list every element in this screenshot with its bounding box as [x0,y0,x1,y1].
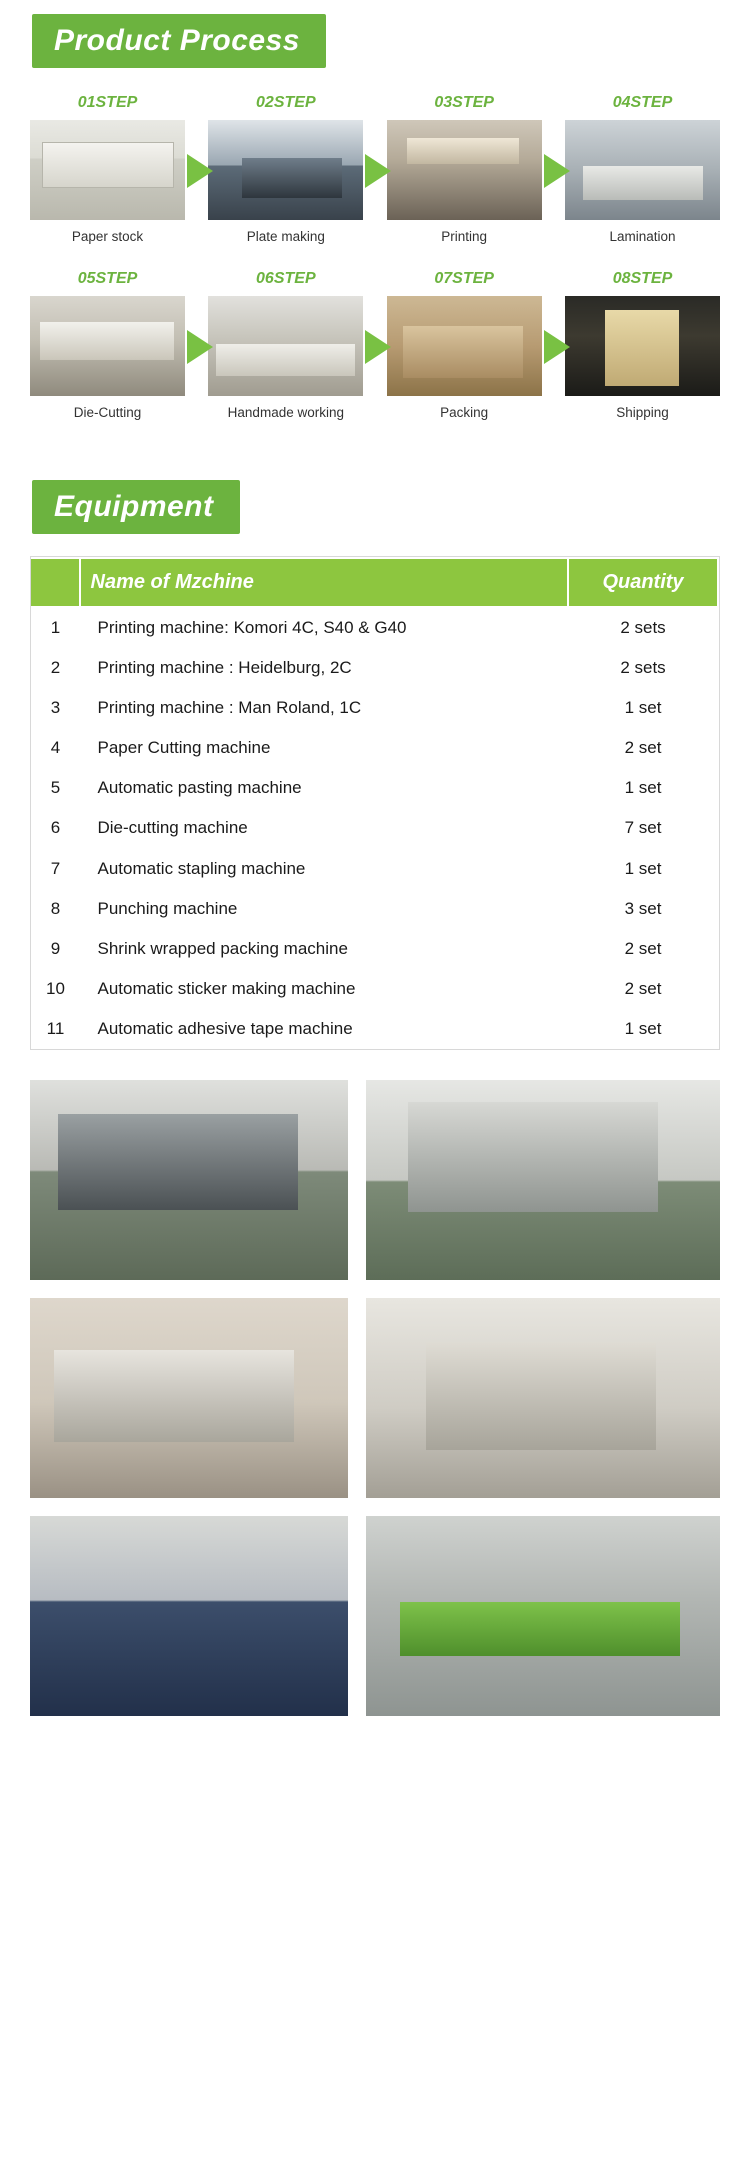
cell-name: Automatic sticker making machine [97,978,356,998]
step-label: 05STEP [77,270,138,287]
column-header-name: Name of Mzchine [80,558,569,607]
cell-name: Automatic pasting machine [97,778,302,798]
process-arrow-icon [187,154,213,188]
handmade-working-photo [208,296,363,396]
cell-name: Punching machine [97,898,238,918]
table-row [32,849,719,889]
table-row [32,607,719,648]
cell-name: Automatic adhesive tape machine [97,1018,353,1038]
process-row-1 [30,94,720,244]
photo-art [366,1080,720,1280]
cell-index: 1 [50,618,61,637]
step-caption: Packing [440,405,489,420]
table-row [32,969,719,1009]
table-row [32,728,719,768]
photo-art [387,296,542,396]
packing-photo [387,296,542,396]
step-caption: Printing [441,229,488,244]
process-step-06 [208,270,363,420]
photo-art [366,1516,720,1716]
photo-art [565,296,720,396]
photo-art [30,1080,348,1280]
process-step-07 [387,270,542,420]
step-label: 07STEP [434,270,494,287]
cell-quantity: 1 set [624,778,662,798]
cell-quantity: 1 set [624,698,662,718]
process-row-2 [30,270,720,420]
cell-index: 4 [50,738,61,758]
cell-index: 9 [50,938,61,958]
table-row [32,929,719,969]
photo-art [366,1298,720,1498]
cell-index: 2 [50,658,61,678]
process-arrow-icon [187,330,213,364]
gallery-row-3 [30,1516,720,1716]
lamination-photo [565,120,720,220]
step-caption: Shipping [616,405,669,420]
product-process-title: Product Process [54,24,300,57]
cell-name: Shrink wrapped packing machine [97,938,348,958]
process-grid [30,94,720,420]
photo-art [30,1298,348,1498]
equipment-gallery [30,1080,720,1716]
equipment-header [32,480,240,534]
press-hall-photo [366,1080,720,1280]
step-caption: Handmade working [227,405,344,420]
step-label: 01STEP [77,94,138,111]
cell-quantity: 1 set [624,858,662,878]
die-cutting-photo [30,296,185,396]
cell-quantity: 2 sets [620,618,666,637]
step-caption: Plate making [246,229,325,244]
cell-index: 5 [50,778,61,798]
process-arrow-icon [544,154,570,188]
cell-quantity: 3 set [624,898,662,918]
column-header-index [32,558,80,607]
step-caption: Paper stock [71,229,144,244]
gallery-row-1 [30,1080,720,1280]
table-row [32,1009,719,1049]
plate-making-photo [208,120,363,220]
cell-name: Printing machine : Heidelburg, 2C [97,658,352,678]
process-arrow-icon [365,154,391,188]
cell-name: Automatic stapling machine [97,858,306,878]
cell-name: Die-cutting machine [97,818,248,838]
process-arrow-icon [544,330,570,364]
product-process-header-wrap [0,0,750,68]
equipment-table [31,557,719,1049]
step-caption: Die-Cutting [73,405,142,420]
table-row [32,648,719,688]
photo-art [387,120,542,220]
process-step-08 [565,270,720,420]
step-label: 02STEP [256,94,316,111]
cell-index: 6 [50,818,61,838]
equipment-header-wrap [0,446,750,534]
gallery-row-2 [30,1298,720,1498]
workshop-room-photo [30,1298,348,1498]
cell-quantity: 7 set [624,818,662,838]
shipping-photo [565,296,720,396]
photo-art [30,120,185,220]
cell-index: 3 [50,698,61,718]
cell-quantity: 2 set [624,938,662,958]
cell-quantity: 2 set [624,738,662,758]
step-caption: Lamination [609,229,676,244]
cell-name: Printing machine : Man Roland, 1C [97,698,362,718]
cell-name: Paper Cutting machine [97,738,271,758]
offset-press-photo [30,1080,348,1280]
process-step-04 [565,94,720,244]
cell-index: 7 [50,858,61,878]
photo-art [208,120,363,220]
process-arrow-icon [365,330,391,364]
step-label: 06STEP [256,270,316,287]
process-step-05 [30,270,185,420]
die-cutting-machine-photo [30,1516,348,1716]
step-label: 03STEP [434,94,494,111]
paper-cutting-machine-photo [366,1298,720,1498]
equipment-table-head [32,558,719,607]
step-label: 08STEP [612,270,673,287]
equipment-table-wrap [30,556,720,1050]
laminating-line-photo [366,1516,720,1716]
equipment-table-body [32,607,719,1049]
printing-photo [387,120,542,220]
table-row [32,768,719,808]
cell-quantity: 2 set [624,978,662,998]
process-step-03 [387,94,542,244]
product-process-header [32,14,326,68]
table-row [32,808,719,848]
step-label: 04STEP [612,94,673,111]
cell-index: 8 [50,898,61,918]
process-step-02 [208,94,363,244]
equipment-title: Equipment [54,490,214,523]
cell-quantity: 2 sets [620,658,666,678]
cell-name: Printing machine: Komori 4C, S40 & G40 [97,618,407,637]
photo-art [30,296,185,396]
cell-index: 11 [46,1018,65,1038]
cell-index: 10 [46,978,65,998]
photo-art [565,120,720,220]
table-header-row [32,558,719,607]
photo-art [208,296,363,396]
table-row [32,889,719,929]
table-row [32,688,719,728]
photo-art [30,1516,348,1716]
paper-stock-photo [30,120,185,220]
cell-quantity: 1 set [624,1018,662,1038]
column-header-quantity: Quantity [568,558,718,607]
process-step-01 [30,94,185,244]
